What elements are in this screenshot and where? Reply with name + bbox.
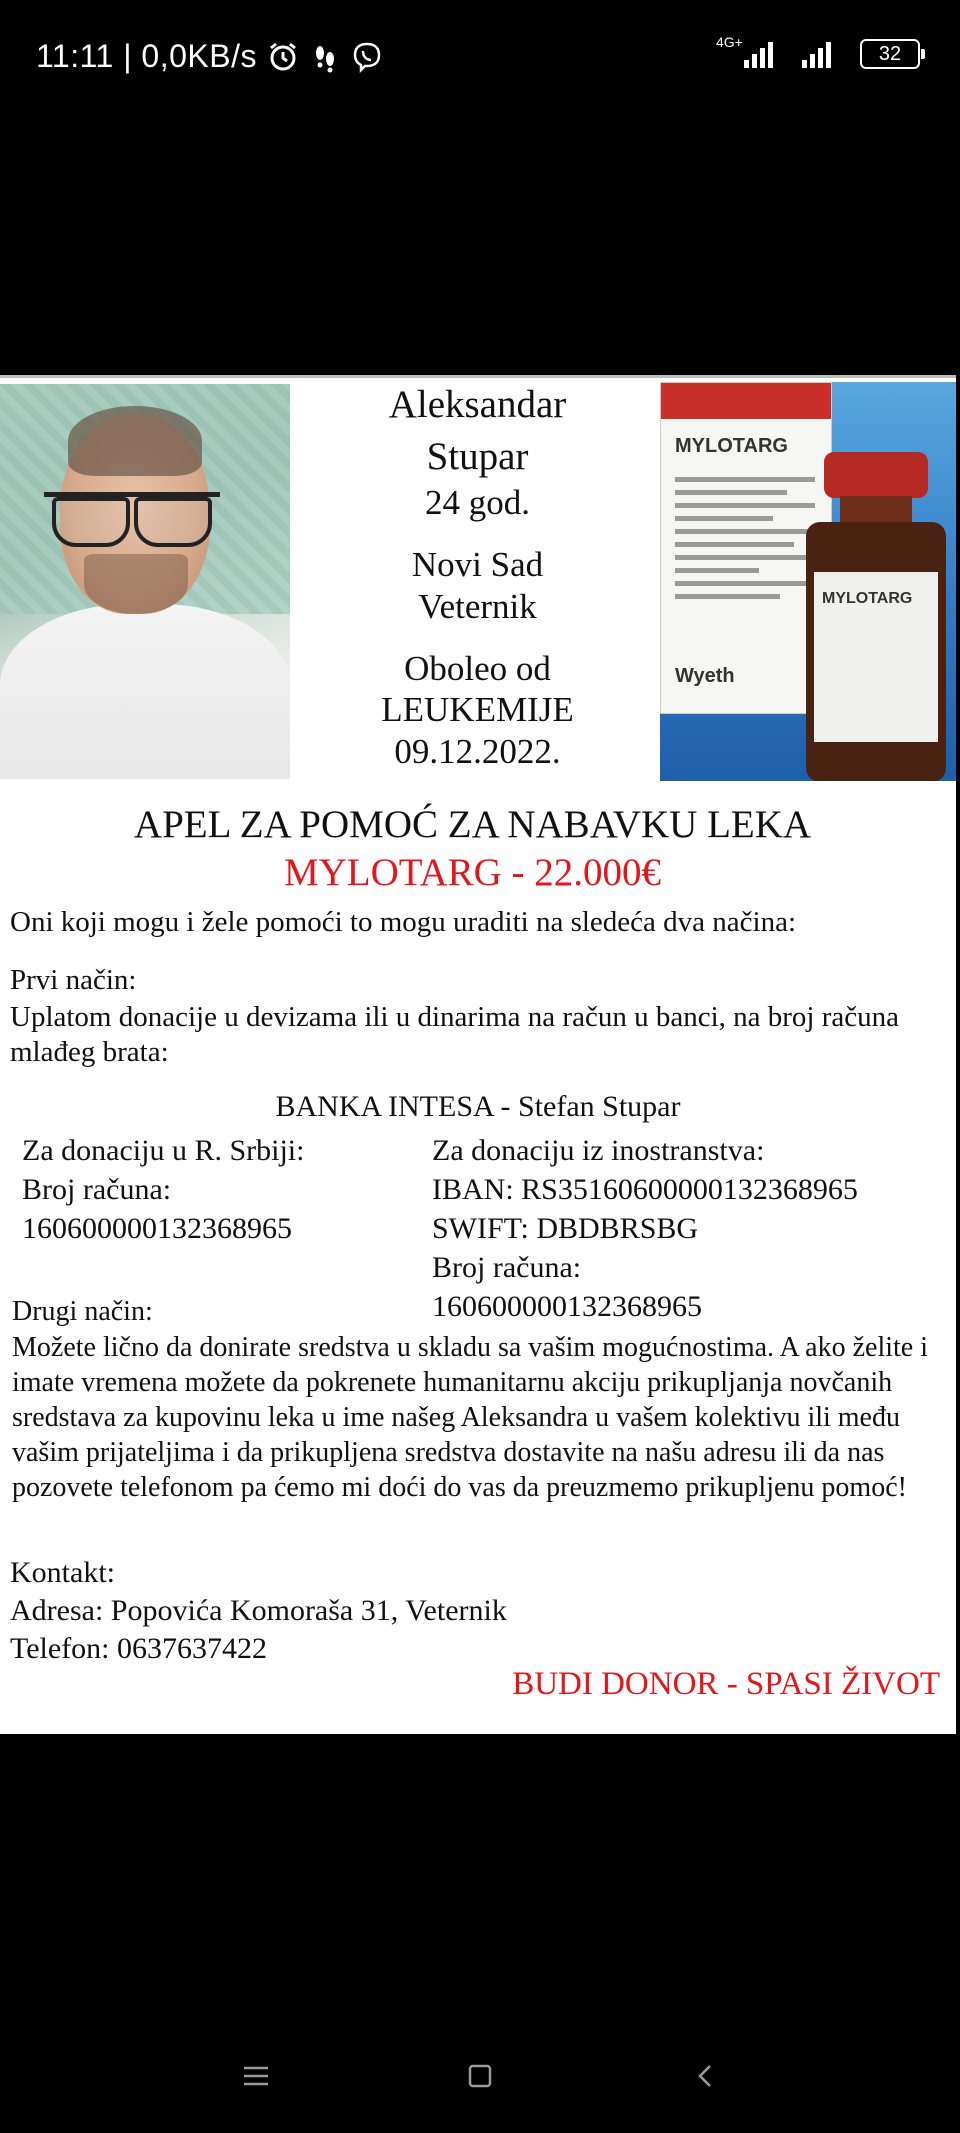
iban: IBAN: RS35160600000132368965 xyxy=(432,1173,858,1206)
patient-city: Novi Sad xyxy=(411,545,544,585)
appeal-subtitle: MYLOTARG - 22.000€ xyxy=(283,851,662,894)
illness-line2: LEUKEMIJE xyxy=(381,690,574,730)
maker-logo: Wyeth xyxy=(675,665,735,687)
patient-town: Veternik xyxy=(418,586,537,626)
battery-icon xyxy=(860,39,920,69)
contact-address: Adresa: Popovića Komoraša 31, Veternik xyxy=(10,1594,507,1627)
domestic-donation xyxy=(22,1131,304,1248)
foreign-account: 160600000132368965 xyxy=(432,1290,702,1323)
time-speed: 11:11 | 0,0KB/s xyxy=(36,38,257,74)
signal-icon xyxy=(798,38,842,70)
patient-info xyxy=(295,378,660,771)
contact-label: Kontakt: xyxy=(10,1556,115,1589)
home-icon xyxy=(464,2060,496,2092)
network-label: 4G+ xyxy=(716,34,743,50)
status-right xyxy=(716,34,920,70)
bank-name: BANKA INTESA - Stefan Stupar xyxy=(275,1090,681,1123)
vial-title: MYLOTARG xyxy=(822,590,913,607)
shirt xyxy=(0,604,290,779)
viber-icon xyxy=(351,41,383,73)
foreign-donation xyxy=(432,1131,858,1326)
box-band xyxy=(661,383,831,419)
foreign-heading: Za donaciju iz inostranstva: xyxy=(432,1134,765,1167)
menu-button[interactable] xyxy=(232,2052,280,2100)
battery-level: 32 xyxy=(878,43,902,65)
domestic-account-label: Broj računa: xyxy=(22,1173,172,1206)
swift: SWIFT: DBDBRSBG xyxy=(432,1212,699,1245)
home-button[interactable] xyxy=(456,2052,504,2100)
box-text-lines xyxy=(675,469,815,607)
donation-poster[interactable] xyxy=(0,375,956,1734)
patient-last-name: Stupar xyxy=(426,435,529,479)
navigation-bar xyxy=(0,2030,960,2120)
menu-icon xyxy=(240,2060,272,2092)
hair xyxy=(68,406,202,476)
drug-vial xyxy=(806,452,946,781)
domestic-heading: Za donaciju u R. Srbiji: xyxy=(22,1134,305,1167)
intro-text: Oni koji mogu i žele pomoći to mogu uraditi na sledeća dva načina: xyxy=(10,906,797,938)
alarm-icon xyxy=(267,41,299,73)
patient-first-name: Aleksandar xyxy=(388,383,567,426)
domestic-account: 160600000132368965 xyxy=(22,1212,292,1245)
contact-phone: Telefon: 0637637422 xyxy=(10,1632,268,1665)
back-icon xyxy=(690,2060,722,2092)
steps-icon xyxy=(309,41,341,73)
patient-photo xyxy=(0,384,290,779)
second-way-text: Možete lično da donirate sredstva u skladu sa vašim mogućnostima. A ako želite i imate vremena možete da pokrenete humanitarnu akciju prikupljanja novčanih sredstava za kupovinu leka u ime našeg Aleksandra u vašem kolektivu ili među vašim prijateljima i da prikupljena sredstva dostavite na našu adresu ili da nas pozovete telefonom pa ćemo mi doći do vas da preuzmemo prikupljenu pomoć! xyxy=(12,1332,929,1503)
drug-photo xyxy=(660,382,956,781)
box-title: MYLOTARG xyxy=(675,435,788,457)
appeal-title: APEL ZA POMOĆ ZA NABAVKU LEKA xyxy=(133,803,812,846)
first-way-text: Uplatom donacije u devizama ili u dinarima na račun u banci, na broj računa mlađeg brata: xyxy=(10,1001,899,1069)
foreign-account-label: Broj računa: xyxy=(432,1251,582,1284)
vial-neck xyxy=(840,496,912,524)
first-way-label: Prvi način: xyxy=(10,964,137,996)
diagnosis-date: 09.12.2022. xyxy=(394,732,561,772)
status-bar xyxy=(0,0,960,110)
second-way-label: Drugi način: xyxy=(12,1296,153,1327)
signal-4g xyxy=(716,34,780,70)
vial-cap xyxy=(824,452,928,498)
slogan: BUDI DONOR - SPASI ŽIVOT xyxy=(512,1666,940,1702)
back-button[interactable] xyxy=(682,2052,730,2100)
status-left xyxy=(36,38,383,75)
illness-line1: Oboleo od xyxy=(404,648,551,688)
beard xyxy=(84,554,188,614)
glasses xyxy=(44,492,220,545)
patient-age: 24 god. xyxy=(425,483,530,523)
